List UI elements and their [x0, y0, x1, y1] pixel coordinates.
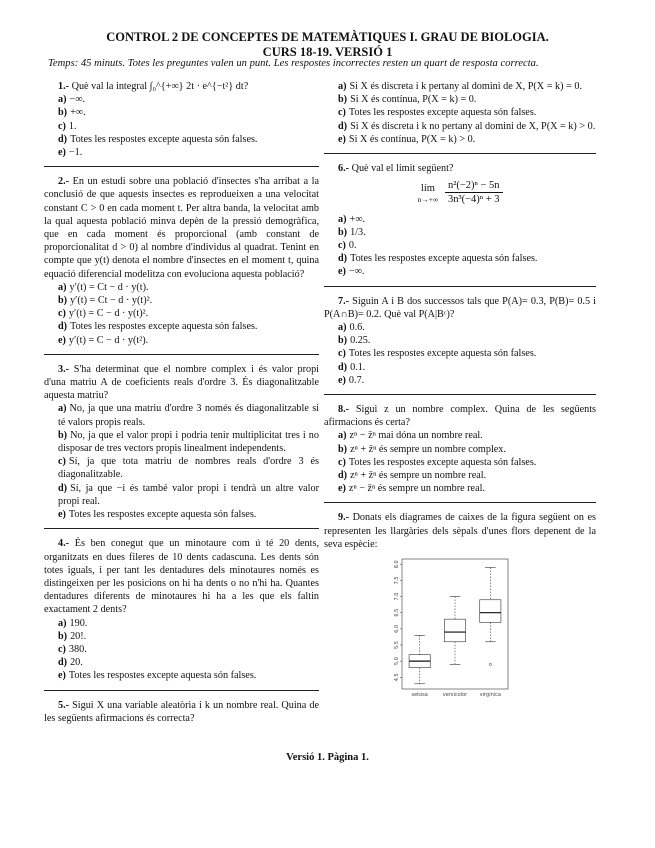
option-e — [324, 265, 596, 278]
y-tick-label: 5.5 — [394, 641, 400, 650]
option-e — [44, 334, 319, 347]
option-text: y′(t) = C − d · y(t²). — [68, 334, 149, 346]
option-letter: d) — [338, 253, 348, 265]
x-tick-label: setosa — [411, 692, 428, 699]
option-text: Totes les respostes excepte aquesta són falses. — [68, 670, 257, 682]
option-text: y′(t) = Ct − d · y(t)². — [70, 295, 153, 307]
question-number: 8.- — [338, 404, 350, 416]
option-text: 20. — [70, 657, 83, 669]
option-text: −1. — [68, 147, 83, 159]
option-b — [324, 334, 596, 347]
option-b — [324, 93, 596, 106]
option-letter: e) — [58, 509, 66, 521]
option-text: Si X és contínua, P(X = k) > 0. — [348, 133, 476, 145]
option-letter: a) — [58, 94, 67, 106]
option-text: −∞. — [348, 266, 365, 278]
option-c — [44, 120, 319, 133]
option-e — [44, 508, 319, 521]
option-d — [44, 133, 319, 146]
option-letter: d) — [58, 133, 68, 145]
option-letter: e) — [338, 483, 346, 495]
option-letter: b) — [58, 295, 68, 307]
x-tick-label: virginica — [479, 692, 501, 699]
option-text: +∞. — [349, 213, 366, 225]
option-text: Totes les respostes excepte aquesta són falses. — [350, 253, 538, 265]
option-text: No, ja que una matriu d'ordre 3 només és diagonalitzable si té valors propis reals. — [58, 403, 319, 428]
option-a — [44, 617, 319, 630]
option-letter: c) — [338, 240, 346, 252]
limit-formula — [324, 179, 596, 206]
option-a — [44, 402, 319, 428]
y-tick-label: 8.0 — [394, 560, 400, 569]
question-text: S'ha determinat que el nombre complex i és valor propi d'una matriu A de coeficients reals d'ordre 3. És diagonalitzable aquesta matriu? — [44, 363, 319, 402]
option-letter: d) — [338, 361, 348, 373]
option-letter: b) — [58, 630, 68, 642]
options — [324, 80, 596, 146]
option-c — [44, 307, 319, 320]
option-text: 1/3. — [350, 226, 366, 238]
option-letter: d) — [58, 657, 68, 669]
option-b — [324, 226, 596, 239]
y-tick-label: 7.5 — [394, 576, 400, 585]
question-number: 3.- — [58, 363, 70, 375]
option-b — [44, 294, 319, 307]
lim-word: lím — [420, 183, 435, 195]
option-b — [44, 429, 319, 455]
question-number: 7.- — [338, 295, 350, 307]
question-text: Siguin A i B dos successos tals que P(A)= 0.3, P(B)= 0.5 i P(A∩B)= 0.2. Què val P(A|Bᶜ)? — [324, 295, 597, 320]
option-letter: b) — [338, 335, 348, 347]
option-text: Sí, ja que tota matriu de nombres reals d'ordre 3 és diagonalitzable. — [58, 456, 319, 481]
option-c — [44, 455, 319, 481]
question-number: 5.- — [58, 699, 70, 711]
option-text: 380. — [68, 643, 87, 655]
option-text: Totes les respostes excepte aquesta són falses. — [70, 321, 258, 333]
option-text: Totes les respostes excepte aquesta són falses. — [68, 509, 257, 521]
option-text: No, ja que el valor propi i podria tenir multiplicitat tres i no disposar de tres vectors propis linealment independents. — [58, 429, 319, 455]
option-a — [324, 80, 596, 93]
option-letter: c) — [58, 456, 66, 468]
question-5 — [44, 699, 319, 732]
question-1 — [44, 80, 319, 167]
option-letter: b) — [58, 107, 68, 119]
option-text: 0.6. — [349, 322, 365, 334]
question-text: En un estudi sobre una població d'insectes s'ha arribat a la conclusió de que aquests insectes es reprodueixen a una velocitat constant C > 0 en cada moment t. Per altra banda, la velocitat amb la qual aquesta població minva depèn de la pressió demogràfica, que en cada moment és proporcional (amb constant de proporcionalitat d > 0) al nombre d'individus al quadrat. Tenint en compte que y(t) denota el nombre d'insectes en el moment t, quina equació diferencial modelitza con evoluciona aquesta població? — [44, 176, 320, 280]
option-text: −∞. — [69, 94, 86, 106]
y-tick-label: 6.0 — [394, 624, 400, 633]
option-c — [324, 456, 596, 469]
question-2 — [44, 175, 319, 355]
question-number: 1.- — [58, 81, 70, 92]
option-letter: d) — [338, 470, 348, 482]
option-letter: a) — [58, 403, 67, 415]
option-text: 0.7. — [348, 374, 365, 386]
y-tick-label: 7.0 — [394, 592, 400, 601]
option-text: Sí, ja que −i és també valor propi i tendrà un altre valor propi real. — [58, 482, 319, 507]
question-text: Sigui z un nombre complex. Quina de les següents afirmacions és certa? — [324, 404, 597, 429]
option-text: y′(t) = C − d · y(t)². — [68, 308, 149, 320]
question-5-options — [324, 80, 596, 154]
option-letter: a) — [58, 281, 67, 293]
question-7 — [324, 295, 596, 395]
option-d — [324, 361, 596, 374]
options — [324, 429, 596, 495]
option-letter: d) — [58, 482, 68, 494]
option-e — [44, 669, 319, 682]
option-e — [324, 482, 596, 495]
option-a — [324, 321, 596, 334]
option-letter: c) — [58, 643, 66, 655]
option-letter: c) — [58, 120, 66, 132]
option-c — [324, 347, 596, 360]
option-text: +∞. — [70, 107, 86, 119]
option-text: Totes les respostes excepte aquesta són falses. — [70, 133, 258, 145]
option-d — [324, 469, 596, 482]
option-letter: b) — [338, 94, 348, 106]
outlier-point — [489, 663, 491, 665]
option-d — [44, 656, 319, 669]
option-text: zⁿ − z̄ⁿ mai dóna un nombre real. — [349, 430, 483, 442]
option-letter: e) — [58, 670, 66, 682]
option-letter: d) — [338, 120, 348, 132]
option-d — [324, 120, 596, 133]
question-8 — [324, 403, 596, 503]
options — [44, 281, 319, 347]
option-d — [44, 320, 319, 333]
y-tick-label: 6.5 — [394, 608, 400, 617]
option-letter: e) — [338, 374, 346, 386]
box-versicolor — [444, 619, 465, 642]
option-a — [44, 93, 319, 106]
option-text: 0. — [348, 240, 357, 252]
option-letter: a) — [58, 617, 67, 629]
option-text: Si X és discreta i k no pertany al domini de X, P(X = k) > 0. — [350, 120, 596, 132]
option-b — [44, 106, 319, 119]
option-letter: a) — [338, 322, 347, 334]
question-6 — [324, 162, 596, 287]
option-text: Totes les respostes excepte aquesta són falses. — [348, 107, 537, 119]
option-text: 0.25. — [350, 335, 371, 347]
option-e — [324, 133, 596, 146]
question-text: Què val el límit següent? — [351, 163, 454, 175]
question-number: 4.- — [58, 538, 70, 550]
options — [324, 321, 596, 387]
options — [44, 93, 319, 159]
right-column — [324, 80, 596, 720]
option-letter: c) — [338, 107, 346, 119]
option-text: 1. — [68, 120, 77, 132]
option-letter: d) — [58, 321, 68, 333]
option-letter: e) — [58, 147, 66, 159]
option-a — [44, 281, 319, 294]
option-letter: e) — [338, 266, 346, 278]
option-letter: b) — [338, 443, 348, 455]
option-b — [324, 443, 596, 456]
option-letter: a) — [338, 213, 347, 225]
question-number: 6.- — [338, 163, 350, 175]
option-c — [44, 643, 319, 656]
option-a — [324, 213, 596, 226]
option-letter: a) — [338, 430, 347, 442]
exam-subtitle: CURS 18-19. VERSIÓ 1 — [262, 45, 393, 59]
option-text: zⁿ + z̄ⁿ és sempre un nombre real. — [350, 470, 487, 482]
page-footer: Versió 1. Pàgina 1. — [286, 752, 369, 763]
options — [44, 402, 319, 521]
option-text: zⁿ + z̄ⁿ és sempre un nombre complex. — [350, 443, 506, 455]
option-letter: b) — [58, 429, 68, 441]
question-text: Què val la integral ∫₀^{+∞} 2t · e^{−t²} dt? — [71, 81, 249, 92]
fraction-numerator: n²(−2)ⁿ − 5n — [445, 179, 503, 193]
option-text: Totes les respostes excepte aquesta són falses. — [348, 456, 537, 468]
box-virginica — [480, 600, 501, 623]
question-4 — [44, 537, 319, 690]
question-9 — [324, 511, 596, 712]
option-text: Totes les respostes excepte aquesta són falses. — [348, 348, 537, 360]
lim-subscript: n→+∞ — [417, 194, 439, 204]
option-letter: c) — [338, 348, 346, 360]
question-text: És ben conegut que un minotaure com ú té 20 dents, organitzats en dues fileres de 10 dents cadascuna. Les dents són totes iguals, i per tant les dentadures dels minotaures només es distingeixen per les posicions on hi ha dents o no n'hi ha. Quantes dentadures diferents de minotaures hi ha a les que els faltin exactament 2 dents? — [44, 538, 319, 616]
option-text: 190. — [69, 617, 88, 629]
question-text: Sigui X una variable aleatòria i k un nombre real. Quina de les següents afirmacions és correcta? — [44, 699, 319, 724]
option-letter: a) — [338, 81, 347, 92]
option-e — [44, 146, 319, 159]
options — [324, 213, 596, 279]
options — [44, 617, 319, 683]
question-number: 2.- — [58, 176, 70, 188]
fraction-denominator: 3n³(−4)ⁿ + 3 — [447, 194, 500, 206]
left-column — [44, 80, 319, 740]
option-text: 0.1. — [350, 361, 366, 373]
boxplot-chart — [384, 555, 514, 705]
option-e — [324, 374, 596, 387]
option-letter: c) — [338, 456, 346, 468]
exam-title: CONTROL 2 DE CONCEPTES DE MATEMÀTIQUES I. GRAU DE BIOLOGIA. — [106, 30, 549, 44]
option-c — [324, 106, 596, 119]
option-text: 20!. — [70, 630, 87, 642]
option-letter: b) — [338, 226, 348, 238]
question-3 — [44, 363, 319, 529]
option-letter: e) — [58, 334, 66, 346]
exam-instructions: Temps: 45 minuts. Totes les preguntes valen un punt. Les respostes incorrectes resten un quart de resposta correcta. — [48, 58, 539, 69]
question-text: Donats els diagrames de caixes de la figura següent on es representen les llargàries dels sèpals d'unes flors depenent de la seva espècie: — [324, 512, 597, 550]
option-text: Si X és discreta i k pertany al domini de X, P(X = k) = 0. — [349, 81, 582, 92]
option-text: zⁿ − z̄ⁿ és sempre un nombre real. — [348, 483, 485, 495]
x-tick-label: versicolor — [442, 692, 468, 699]
option-a — [324, 429, 596, 442]
y-tick-label: 4.5 — [394, 673, 400, 682]
option-letter: c) — [58, 308, 66, 320]
question-number: 9.- — [338, 512, 350, 524]
y-tick-label: 5.0 — [394, 657, 400, 666]
option-d — [324, 252, 596, 265]
option-c — [324, 239, 596, 252]
option-letter: e) — [338, 133, 346, 145]
option-text: Si X és contínua, P(X = k) = 0. — [350, 94, 477, 106]
option-d — [44, 482, 319, 508]
option-b — [44, 630, 319, 643]
option-text: y′(t) = Ct − d · y(t). — [69, 281, 149, 293]
